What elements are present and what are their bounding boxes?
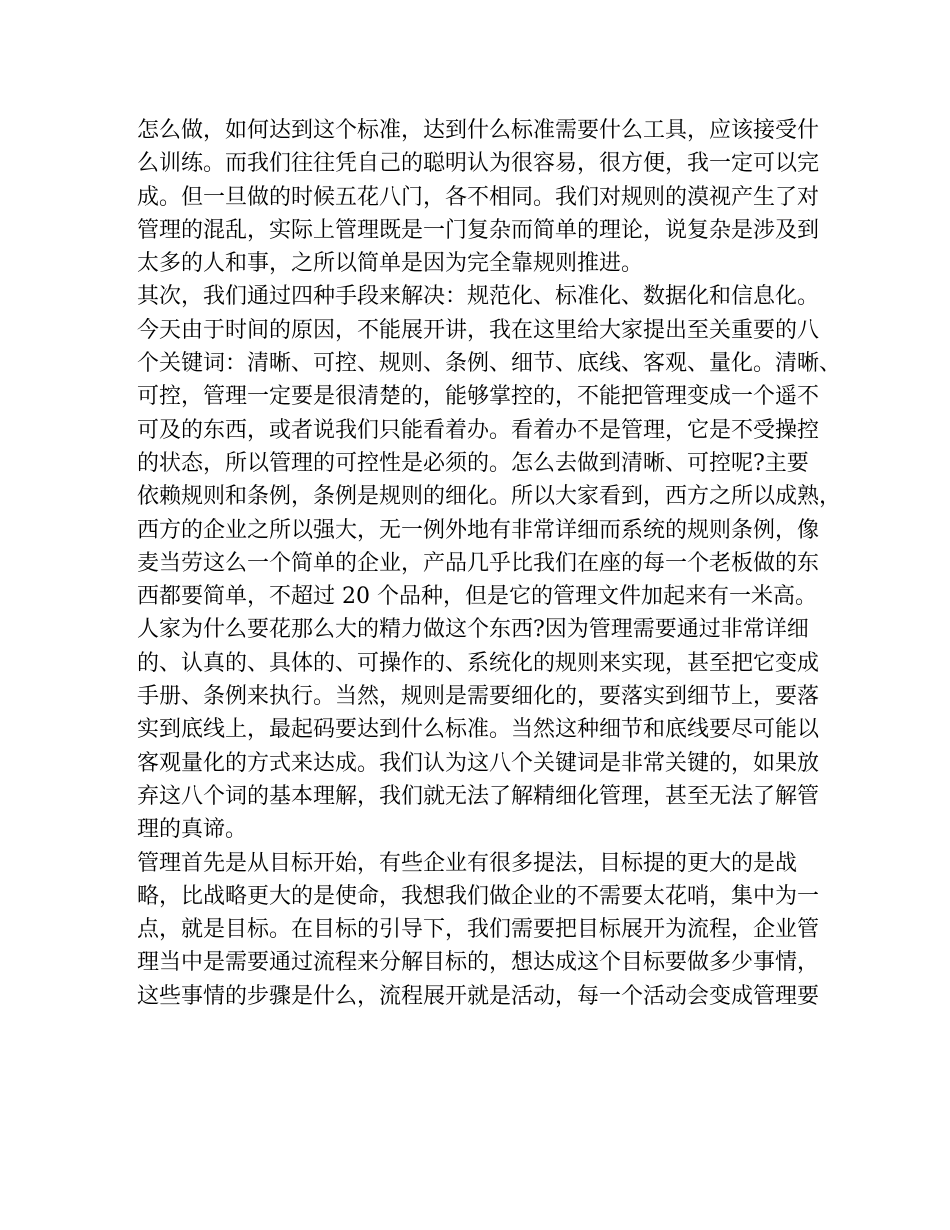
text-line: 管理首先是从目标开始，有些企业有很多提法，目标提的更大的是战 <box>137 850 798 876</box>
text-line: 依赖规则和条例，条例是规则的细化。所以大家看到，西方之所以成熟， <box>137 484 842 510</box>
text-line: 弃这八个词的基本理解，我们就无法了解精细化管理，甚至无法了解管 <box>137 783 820 809</box>
text-line: 人家为什么要花那么大的精力做这个东西?因为管理需要通过非常详细 <box>137 617 809 643</box>
text-line: 太多的人和事，之所以简单是因为完全靠规则推进。 <box>137 251 644 277</box>
text-line: 理的真谛。 <box>137 817 248 843</box>
text-line: 略，比战略更大的是使命，我想我们做企业的不需要太花哨，集中为一 <box>137 883 820 909</box>
text-line: 西方的企业之所以强大，无一例外地有非常详细而系统的规则条例，像 <box>137 517 820 543</box>
text-line: 客观量化的方式来达成。我们认为这八个关键词是非常关键的，如果放 <box>137 750 820 776</box>
text-line: 的状态，所以管理的可控性是必须的。怎么去做到清晰、可控呢?主要 <box>137 450 809 476</box>
text-line: 怎么做，如何达到这个标准，达到什么标准需要什么工具，应该接受什 <box>137 118 820 143</box>
text-line: 的、认真的、具体的、可操作的、系统化的规则来实现，甚至把它变成 <box>137 650 820 676</box>
text-line: 实到底线上，最起码要达到什么标准。当然这种细节和底线要尽可能以 <box>137 717 820 743</box>
text-line: 理当中是需要通过流程来分解目标的，想达成这个目标要做多少事情， <box>137 950 820 976</box>
text-line: 么训练。而我们往往凭自己的聪明认为很容易，很方便，我一定可以完 <box>137 151 820 177</box>
text-line: 成。但一旦做的时候五花八门，各不相同。我们对规则的漠视产生了对 <box>137 184 820 210</box>
text-line: 手册、条例来执行。当然，规则是需要细化的，要落实到细节上，要落 <box>137 684 820 710</box>
text-line: 这些事情的步骤是什么，流程展开就是活动，每一个活动会变成管理要 <box>137 983 820 1009</box>
text-line: 可控，管理一定要是很清楚的，能够掌控的，不能把管理变成一个遥不 <box>137 384 820 410</box>
text-line: 管理的混乱，实际上管理既是一门复杂而简单的理论，说复杂是涉及到 <box>137 217 820 243</box>
text-line: 个关键词：清晰、可控、规则、条例、细节、底线、客观、量化。清晰、 <box>137 351 842 377</box>
text-line: 麦当劳这么一个简单的企业，产品几乎比我们在座的每一个老板做的东 <box>137 550 820 576</box>
document-body <box>137 114 842 1013</box>
text-line: 点，就是目标。在目标的引导下，我们需要把目标展开为流程，企业管 <box>137 917 820 943</box>
text-line: 今天由于时间的原因，不能展开讲，我在这里给大家提出至关重要的八 <box>137 317 820 343</box>
text-line: 西都要简单，不超过 20 个品种，但是它的管理文件加起来有一米高。 <box>137 584 817 610</box>
text-line: 可及的东西，或者说我们只能看着办。看着办不是管理，它是不受操控 <box>137 417 820 443</box>
text-line: 其次，我们通过四种手段来解决：规范化、标准化、数据化和信息化。 <box>137 284 820 310</box>
